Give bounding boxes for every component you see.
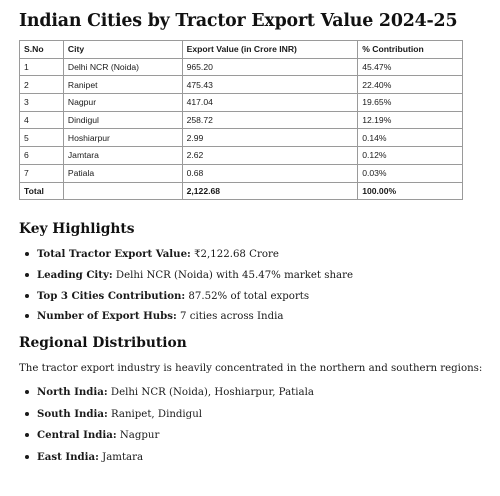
item-text: 87.52% of total exports	[185, 290, 310, 302]
cell-city: Nagpur	[63, 94, 182, 112]
header-sno: S.No	[20, 41, 64, 59]
cell-export-value: 2.99	[182, 129, 358, 147]
cell-sno: 7	[20, 164, 64, 182]
item-text: 7 cities across India	[176, 311, 284, 323]
total-label: Total	[20, 182, 64, 200]
cell-export-value: 965.20	[182, 58, 358, 76]
item-text: Ranipet, Dindigul	[107, 408, 203, 420]
regional-distribution-heading: Regional Distribution	[19, 335, 187, 352]
regional-list	[19, 385, 481, 464]
bullet-icon	[25, 390, 29, 394]
list-item	[19, 247, 481, 261]
header-contribution: % Contribution	[358, 41, 463, 59]
table-row	[20, 129, 463, 147]
item-label: East India:	[37, 451, 99, 464]
list-item	[19, 268, 481, 282]
item-label: Number of Export Hubs:	[37, 310, 177, 323]
item-label: North India:	[37, 386, 108, 399]
cell-sno: 1	[20, 58, 64, 76]
bullet-icon	[25, 294, 29, 298]
cell-city: Jamtara	[63, 147, 182, 165]
cell-sno: 3	[20, 94, 64, 112]
total-city	[63, 182, 182, 200]
bullet-icon	[25, 455, 29, 459]
item-label: Total Tractor Export Value:	[37, 248, 191, 261]
table-row	[20, 94, 463, 112]
item-text: Nagpur	[116, 430, 160, 442]
cell-sno: 5	[20, 129, 64, 147]
bullet-icon	[25, 314, 29, 318]
document	[19, 0, 481, 472]
cell-contribution: 45.47%	[358, 58, 463, 76]
item-label: Central India:	[37, 429, 117, 442]
total-export-value: 2,122.68	[182, 182, 358, 200]
cell-sno: 4	[20, 111, 64, 129]
table-row	[20, 147, 463, 165]
cell-contribution: 12.19%	[358, 111, 463, 129]
cell-city: Patiala	[63, 164, 182, 182]
item-text: Jamtara	[98, 452, 144, 464]
header-city: City	[63, 41, 182, 59]
list-item	[19, 385, 481, 399]
cell-sno: 6	[20, 147, 64, 165]
cell-contribution: 0.14%	[358, 129, 463, 147]
item-label: Top 3 Cities Contribution:	[37, 289, 186, 302]
header-export-value: Export Value (in Crore INR)	[182, 41, 358, 59]
cell-export-value: 258.72	[182, 111, 358, 129]
table-row	[20, 164, 463, 182]
cell-export-value: 475.43	[182, 76, 358, 94]
bullet-icon	[25, 273, 29, 277]
page-title: Indian Cities by Tractor Export Value 2024-25	[19, 11, 458, 31]
bullet-icon	[25, 433, 29, 437]
item-text: ₹2,122.68 Crore	[190, 249, 279, 261]
cell-contribution: 19.65%	[358, 94, 463, 112]
cell-city: Ranipet	[63, 76, 182, 94]
list-item	[19, 450, 481, 464]
export-table	[19, 40, 463, 200]
item-label: Leading City:	[37, 268, 113, 281]
cell-export-value: 2.62	[182, 147, 358, 165]
item-text: Delhi NCR (Noida), Hoshiarpur, Patiala	[107, 387, 314, 399]
key-highlights-list	[19, 247, 481, 323]
list-item	[19, 289, 481, 303]
table-header-row	[20, 41, 463, 59]
cell-export-value: 0.68	[182, 164, 358, 182]
item-label: South India:	[37, 407, 108, 420]
regional-intro: The tractor export industry is heavily concentrated in the northern and southern regions:	[19, 363, 483, 375]
cell-contribution: 22.40%	[358, 76, 463, 94]
bullet-icon	[25, 412, 29, 416]
table-row	[20, 58, 463, 76]
key-highlights-heading: Key Highlights	[19, 221, 135, 238]
table-total-row	[20, 182, 463, 200]
cell-sno: 2	[20, 76, 64, 94]
cell-city: Dindigul	[63, 111, 182, 129]
list-item	[19, 428, 481, 442]
list-item	[19, 407, 481, 421]
table-row	[20, 76, 463, 94]
cell-contribution: 0.03%	[358, 164, 463, 182]
table-row	[20, 111, 463, 129]
item-text: Delhi NCR (Noida) with 45.47% market share	[112, 269, 353, 281]
cell-city: Hoshiarpur	[63, 129, 182, 147]
list-item	[19, 309, 481, 323]
total-contribution: 100.00%	[358, 182, 463, 200]
cell-contribution: 0.12%	[358, 147, 463, 165]
cell-city: Delhi NCR (Noida)	[63, 58, 182, 76]
bullet-icon	[25, 252, 29, 256]
cell-export-value: 417.04	[182, 94, 358, 112]
